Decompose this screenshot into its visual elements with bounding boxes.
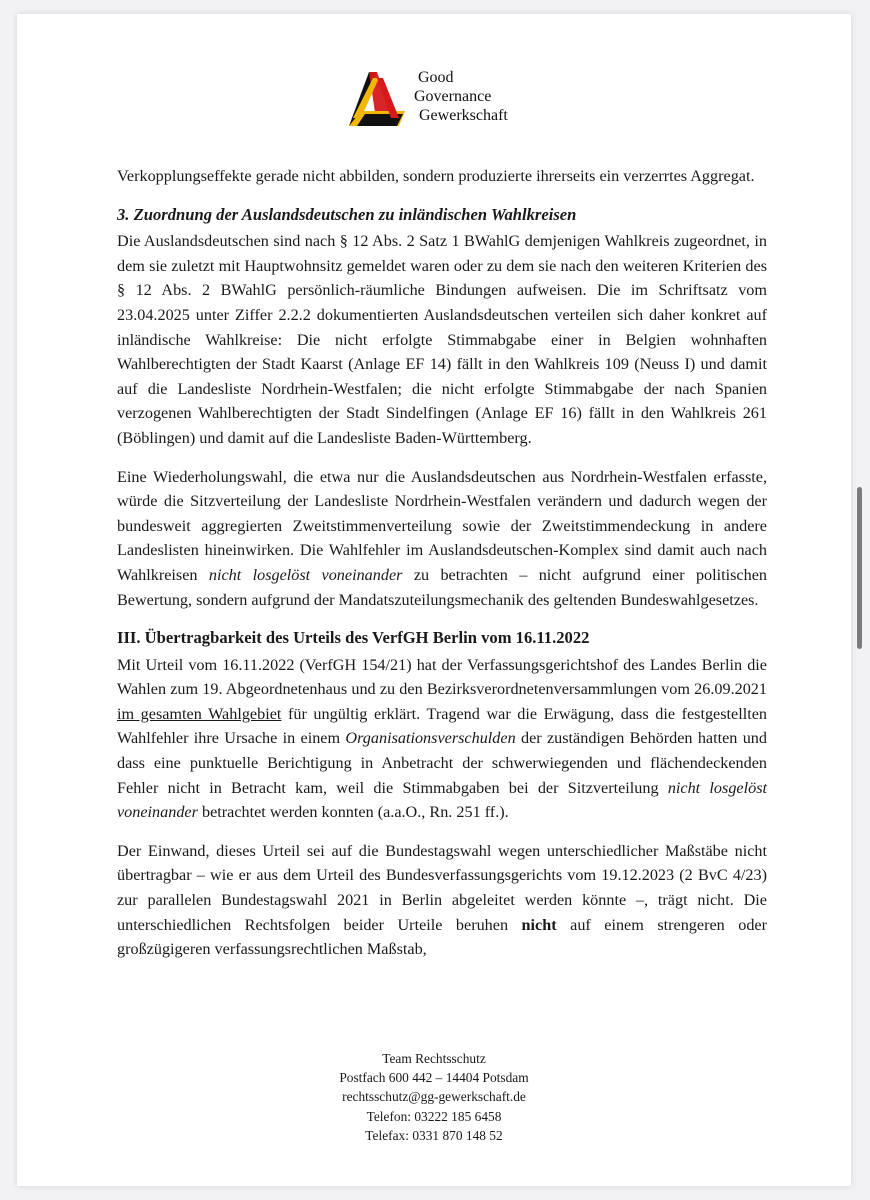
text-run: auf einem strengeren oder großzügigeren verfassungsrechtlichen Maßstab, — [117, 915, 767, 959]
footer-fax: Telefax: 0331 870 148 52 — [365, 1127, 503, 1143]
paragraph-verfgh-urteil — [117, 653, 767, 825]
logo-line-1: Good — [418, 69, 454, 86]
footer-postal-address: Postfach 600 442 – 14404 Potsdam — [339, 1070, 529, 1086]
paragraph-einwand — [117, 839, 767, 962]
paragraph-wiederholungswahl — [117, 465, 767, 613]
document-page — [17, 14, 851, 1186]
logo-triangle-icon — [347, 56, 409, 132]
emphasis-text: nicht losgelöst voneinander — [117, 778, 767, 822]
letterhead-footer — [17, 1049, 851, 1145]
organization-logo — [347, 56, 557, 132]
vertical-scrollbar[interactable] — [857, 487, 862, 649]
logo-wordmark — [405, 68, 508, 125]
logo-line-2: Governance — [414, 88, 492, 105]
paragraph-continuation: Verkopplungseffekte gerade nicht abbilden, sondern produzierte ihrerseits ein verzerrtes Aggregat. — [117, 167, 755, 185]
bold-text: nicht — [521, 915, 557, 934]
text-run: der zuständigen Behörden hatten und dass eine punktuelle Berichtigung in Anbetracht der schwerwiegenden und flächendeckenden Fehler nicht in Betracht kam, weil die Stimmabgaben bei der Sitzverteilung — [117, 729, 767, 797]
text-run: zu betrachten – nicht aufgrund einer politischen Bewertung, sondern aufgrund der Mandatszuteilungsmechanik des geltenden Bundeswahlgesetzes. — [117, 565, 767, 609]
emphasis-text: Organisationsverschulden — [345, 729, 516, 748]
paragraph-auslandsdeutsche-zuordnung: Die Auslandsdeutschen sind nach § 12 Abs. 2 Satz 1 BWahlG demjenigen Wahlkreis zugeordnet, in dem sie zuletzt mit Hauptwohnsitz gemeldet waren oder zu dem sie nach den weiteren Kriterien des § 12 Abs. 2 BWahlG persönlich-räumliche Bindungen aufweisen. Die im Schriftsatz vom 23.04.2025 unter Ziffer 2.2.2 dokumentierten Auslandsdeutschen verteilen sich daher konkret auf inländische Wahlkreise: Die nicht erfolgte Stimmabgabe einer in Belgien wohnhaften Wahlberechtigten der Stadt Kaarst (Anlage EF 14) fällt in den Wahlkreis 109 (Neuss I) und damit auf die Landesliste Nordrhein-Westfalen; die nicht erfolgte Stimmabgabe der nach Spanien verzogenen Wahlberechtigten der Stadt Sindelfingen (Anlage EF 16) fällt in den Wahlkreis 261 (Böblingen) und damit auf die Landesliste Baden-Württemberg. — [117, 232, 767, 447]
text-run: Eine Wiederholungswahl, die etwa nur die Auslandsdeutschen aus Nordrhein-Westfalen erfasste, würde die Sitzverteilung der Landesliste Nordrhein-Westfalen verändern und dadurch wegen der bundesweit aggregierten Zweitstimmenverteilung sowie der Zweitstimmendeckung in andere Landeslisten hineinwirken. Die Wahlfehler im Auslandsdeutschen-Komplex sind damit auch nach Wahlkreisen — [117, 467, 767, 584]
emphasis-text: nicht losgelöst voneinander — [208, 565, 403, 584]
section-heading-iii: III. Übertragbarkeit des Urteils des VerfGH Berlin vom 16.11.2022 — [117, 628, 590, 648]
text-run: betrachtet werden konnten (a.a.O., Rn. 251 ff.). — [197, 803, 509, 822]
footer-email: rechtsschutz@gg-gewerkschaft.de — [342, 1089, 526, 1105]
text-run: für ungültig erklärt. Tragend war die Erwägung, dass die festgestellten Wahlfehler ihre Ursache in einem — [117, 704, 767, 748]
underlined-text: im gesamten Wahlgebiet — [117, 704, 282, 723]
document-body — [117, 164, 767, 975]
text-run: Mit Urteil vom 16.11.2022 (VerfGH 154/21) hat der Verfassungsgerichtshof des Landes Berlin die Wahlen zum 19. Abgeordnetenhaus und zu den Bezirksverordnetenversammlungen vom 26.09.2021 — [117, 655, 767, 699]
footer-team: Team Rechtsschutz — [382, 1051, 486, 1066]
footer-phone: Telefon: 03222 185 6458 — [366, 1108, 502, 1124]
section-heading-3: 3. Zuordnung der Auslandsdeutschen zu inländischen Wahlkreisen — [117, 204, 577, 224]
text-run: Der Einwand, dieses Urteil sei auf die Bundestagswahl wegen unterschiedlicher Maßstäbe nicht übertragbar – wie er aus dem Urteil des Bundesverfassungsgerichts vom 19.12.2023 (2 BvC 4/23) zur parallelen Bundestagswahl 2021 in Berlin abgeleitet werden könnte –, trägt nicht. Die unterschiedlichen Rechtsfolgen beider Urteile beruhen — [117, 841, 767, 934]
logo-line-3: Gewerkschaft — [419, 107, 508, 124]
